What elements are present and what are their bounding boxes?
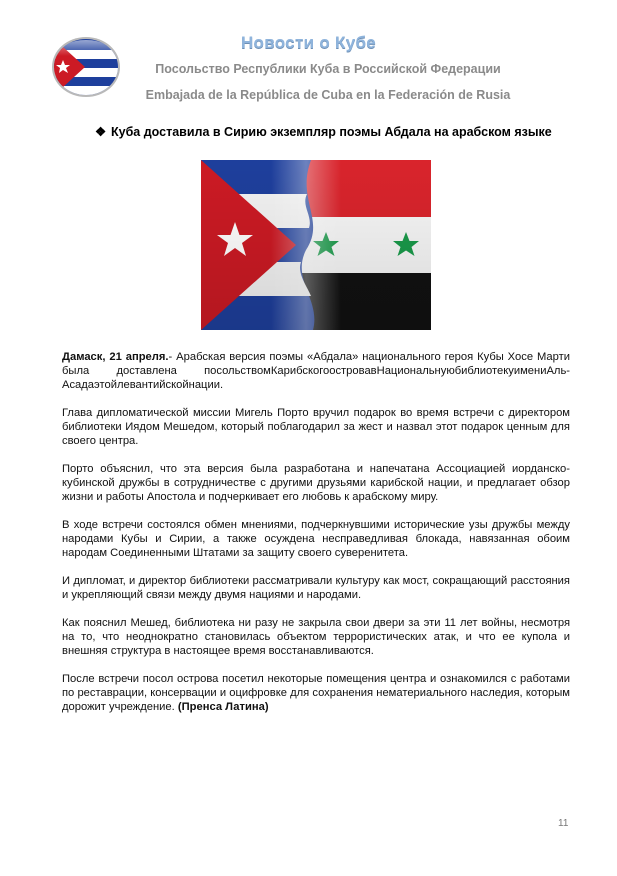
newsletter-title: Новости о Кубе [240, 33, 377, 52]
cuba-syria-flag-image [201, 160, 431, 330]
embassy-name-es: Embajada de la República de Cuba en la Federación de Rusia [145, 88, 511, 102]
dateline: Дамаск, 21 апреля. [62, 351, 169, 363]
source-credit: (Пренса Латина) [177, 701, 269, 713]
paragraph: Как пояснил Мешед, библиотека ни разу не закрыла свои двери за эти 11 лет войны, несмотря на то, что неоднократно становилась объектом террористических атак, и что ее купола и внешняя структура в настоящее время восстанавливаются. [62, 617, 570, 657]
lead-text: - Арабская версия поэмы «Абдала» национального героя Кубы Хосе Марти была доставлена посольствомКарибскогоостровавНациональнуюбиблиотекуимениАль-Асадаэтойлевантийскойнации. [62, 351, 570, 391]
paragraph: В ходе встречи состоялся обмен мнениями, подчеркнувшими исторические узы дружбы между народами Кубы и Сирии, а также осуждена несправедливая блокада, навязанная обоим народам Соединенными Штатами за защиту своего суверенитета. [62, 519, 570, 559]
lead-paragraph [62, 350, 570, 392]
page-number: 11 [558, 818, 569, 829]
headline-text: Куба доставила в Сирию экземпляр поэмы Абдала на арабском языке [111, 125, 552, 139]
diamond-bullet-icon: ❖ [95, 125, 107, 139]
closing-text: После встречи посол острова посетил некоторые помещения центра и ознакомился с работами по реставрации, консервации и оцифровке для сохранения нематериального наследия, которым дорожит учреждение. [62, 673, 570, 713]
article-headline [95, 124, 552, 139]
paragraph: И дипломат, и директор библиотеки рассматривали культуру как мост, сокращающий расстояния и укрепляющий связи между двумя нациями и народами. [62, 575, 570, 601]
embassy-name-ru: Посольство Республики Куба в Российской Федерации [155, 62, 501, 76]
paragraph: Порто объяснил, что эта версия была разработана и напечатана Ассоциацией иорданско-кубинской дружбы в сотрудничестве с другими друзьями карибской нации, и предлагает обзор жизни и работы Апостола и подчеркивает его любовь к арабскому миру. [62, 463, 570, 503]
paragraph: Глава дипломатической миссии Мигель Порто вручил подарок во время встречи с директором библиотеки Иядом Мешедом, который поблагодарил за жест и назвал этот подарок ценным для своего центра. [62, 407, 570, 447]
article-body [62, 350, 570, 728]
closing-paragraph [62, 672, 570, 714]
